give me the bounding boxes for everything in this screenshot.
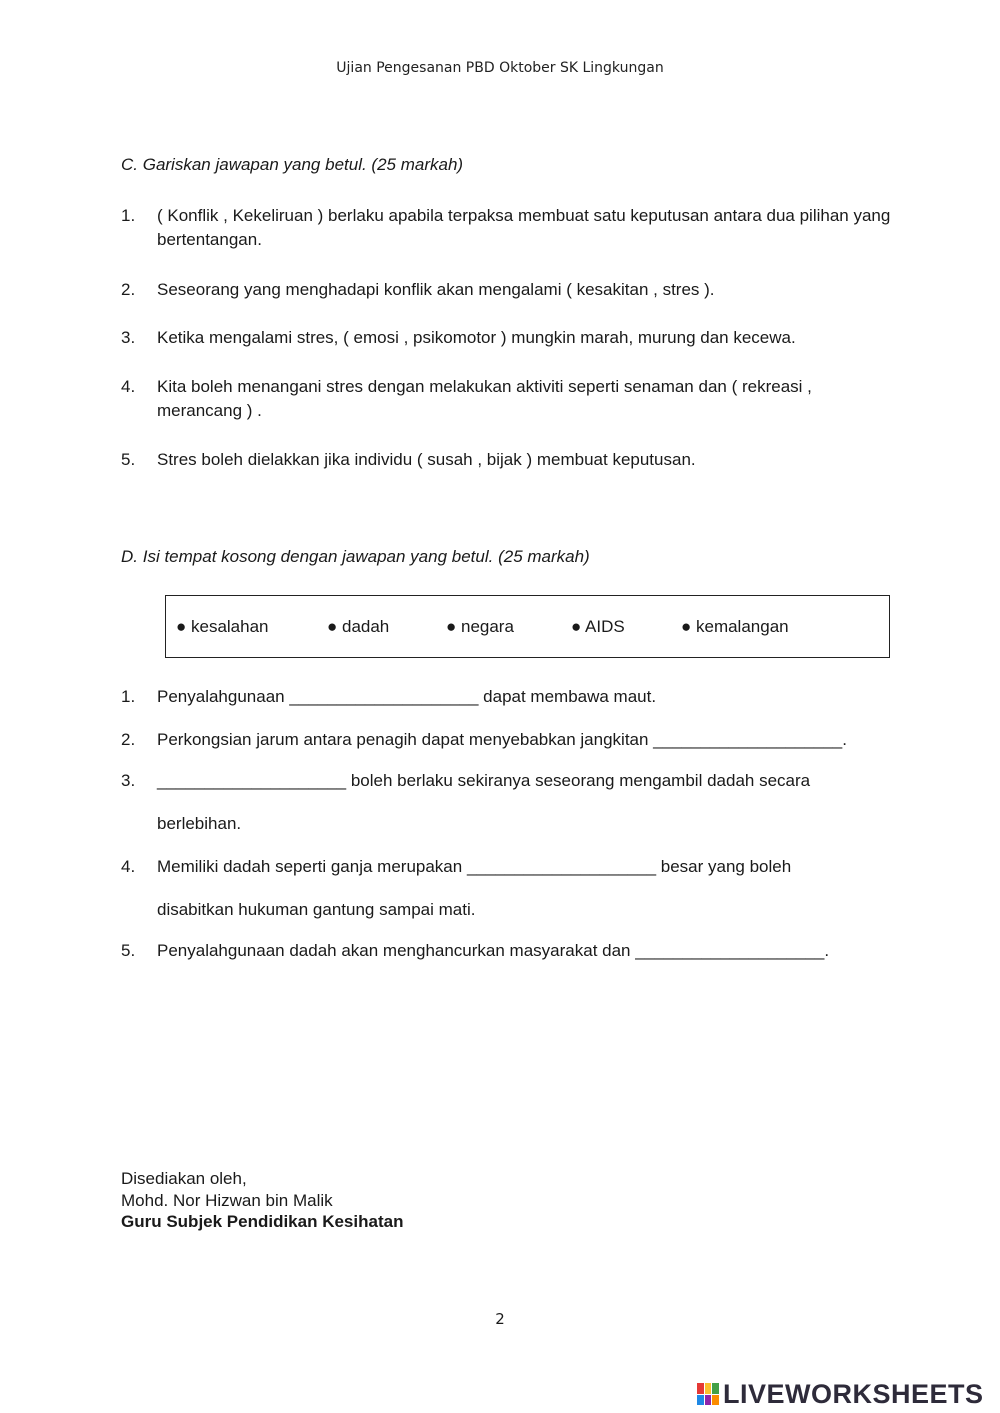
word-bank-item: ● kemalangan xyxy=(681,617,789,636)
section-c-question-2 xyxy=(121,278,921,302)
logo-text: LIVEWORKSHEETS xyxy=(723,1378,984,1409)
prepared-by-block xyxy=(121,1168,403,1233)
section-d-question-5 xyxy=(121,939,921,963)
word-bank-item: ● dadah xyxy=(327,617,390,636)
section-d-question-1 xyxy=(121,685,921,709)
section-c-question-4 xyxy=(121,375,921,423)
page-number: 2 xyxy=(495,1310,505,1328)
liveworksheets-logo-icon xyxy=(697,1383,719,1405)
word-bank-box xyxy=(165,595,890,658)
liveworksheets-logo xyxy=(697,1377,984,1411)
question-text: Penyalahgunaan dadah akan menghancurkan masyarakat dan ____________________. xyxy=(157,941,830,960)
question-number: 2. xyxy=(121,280,136,299)
section-c-question-3 xyxy=(121,326,921,350)
teacher-role: Guru Subjek Pendidikan Kesihatan xyxy=(121,1212,404,1231)
page-header: Ujian Pengesanan PBD Oktober SK Lingkungan xyxy=(336,60,664,76)
question-number: 3. xyxy=(121,328,136,347)
question-text: Ketika mengalami stres, ( emosi , psikomotor ) mungkin marah, murung dan kecewa. xyxy=(157,328,796,347)
question-number: 2. xyxy=(121,730,136,749)
question-text: Stres boleh dielakkan jika individu ( susah , bijak ) membuat keputusan. xyxy=(157,450,696,469)
teacher-name: Mohd. Nor Hizwan bin Malik xyxy=(121,1190,333,1210)
section-c-question-1 xyxy=(121,204,921,252)
section-d-question-2 xyxy=(121,728,921,752)
question-number: 4. xyxy=(121,857,136,876)
question-number: 5. xyxy=(121,450,136,469)
question-text: Kita boleh menangani stres dengan melakukan aktiviti seperti senaman dan ( rekreasi , merancang ) . xyxy=(157,377,812,420)
question-text: Penyalahgunaan ____________________ dapat membawa maut. xyxy=(157,687,657,706)
word-bank-item: ● AIDS xyxy=(571,617,625,636)
word-bank-item: ● kesalahan xyxy=(176,617,269,636)
word-bank-item: ● negara xyxy=(446,617,514,636)
prepared-by-label: Disediakan oleh, xyxy=(121,1169,247,1188)
question-number: 1. xyxy=(121,687,136,706)
section-c-title: C. Gariskan jawapan yang betul. (25 markah) xyxy=(121,155,464,174)
question-number: 5. xyxy=(121,941,136,960)
section-d-title: D. Isi tempat kosong dengan jawapan yang betul. (25 markah) xyxy=(121,547,590,566)
question-text: ____________________ boleh berlaku sekiranya seseorang mengambil dadah secara xyxy=(157,771,811,790)
question-text: Perkongsian jarum antara penagih dapat menyebabkan jangkitan ____________________. xyxy=(157,730,847,749)
question-text: ( Konflik , Kekeliruan ) berlaku apabila terpaksa membuat satu keputusan antara dua pilihan yang bertentangan. xyxy=(157,206,891,249)
section-c-question-5 xyxy=(121,448,921,472)
question-text: Memiliki dadah seperti ganja merupakan ____________________ besar yang boleh xyxy=(157,857,792,876)
question-text-continued: disabitkan hukuman gantung sampai mati. xyxy=(157,900,476,919)
question-number: 4. xyxy=(121,377,136,396)
section-d-question-3 xyxy=(121,769,921,836)
question-number: 1. xyxy=(121,206,136,225)
question-number: 3. xyxy=(121,771,136,790)
section-d-question-4 xyxy=(121,855,921,922)
question-text: Seseorang yang menghadapi konflik akan mengalami ( kesakitan , stres ). xyxy=(157,280,715,299)
question-text-continued: berlebihan. xyxy=(157,814,242,833)
